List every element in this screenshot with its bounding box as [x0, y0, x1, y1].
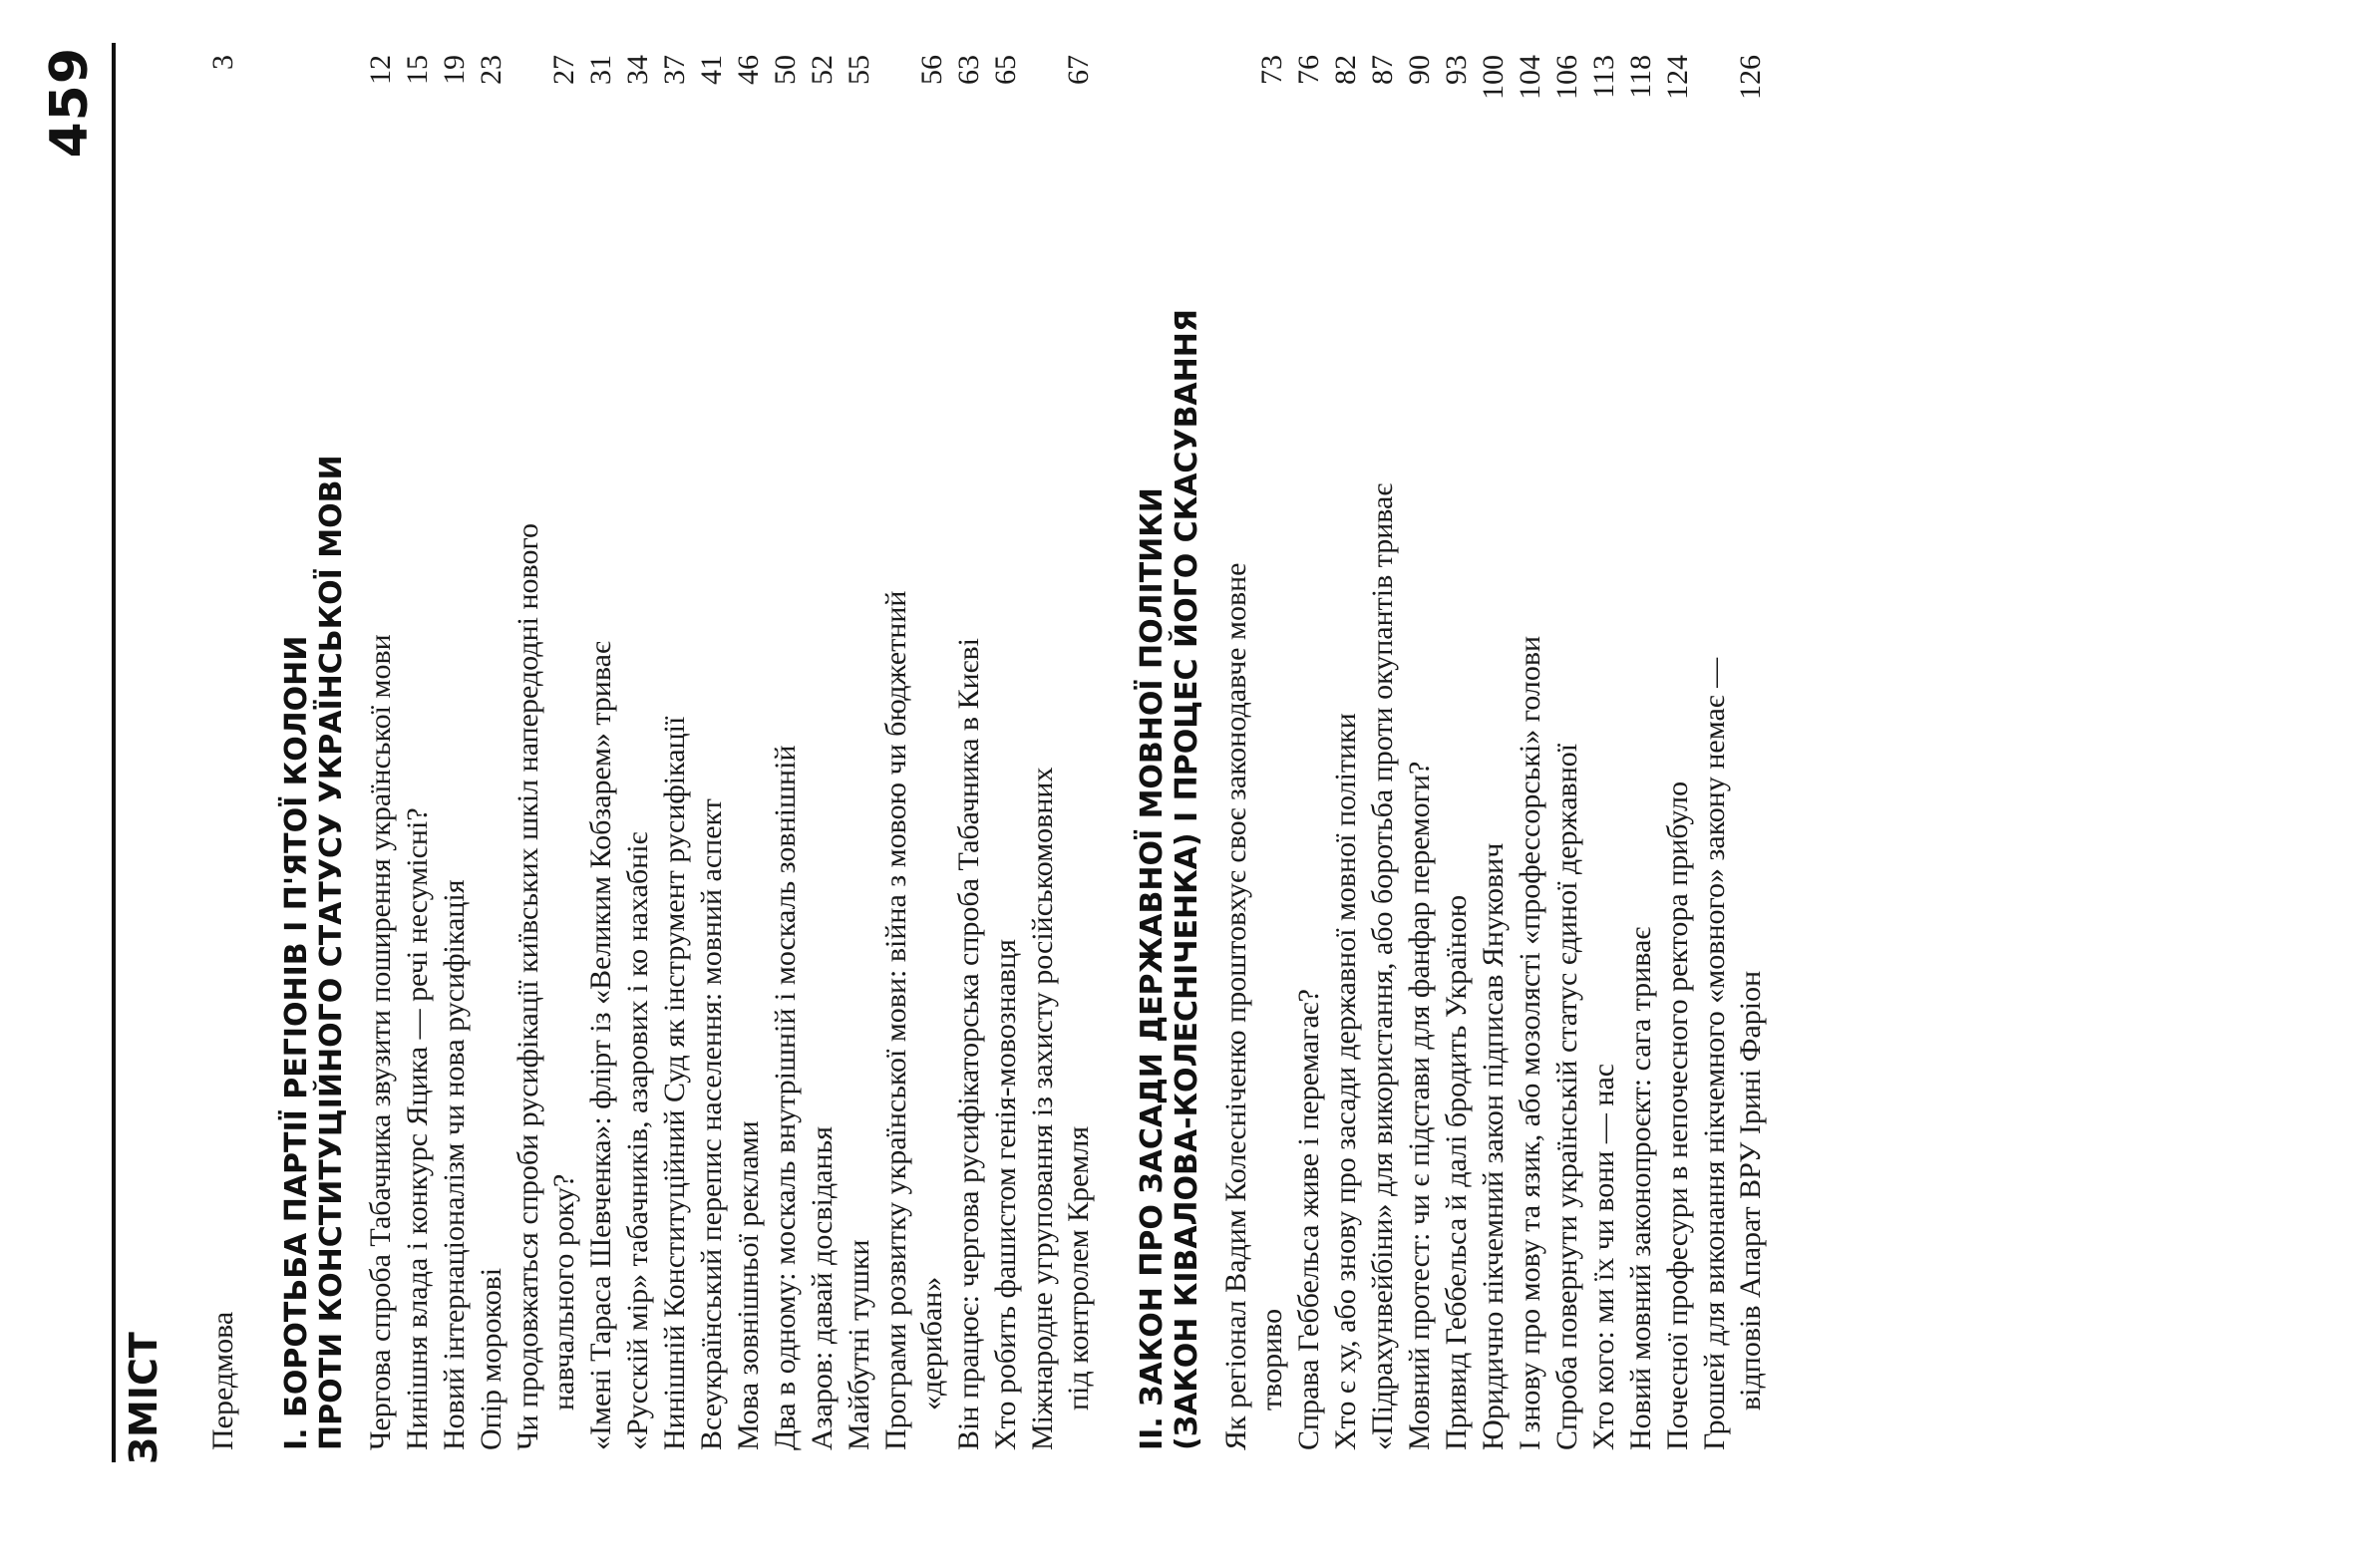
- toc-entry-title-line1: «Підрахунвейбіни» для використання, або боротьба проти окупантів триває: [1366, 482, 1399, 1450]
- header-rule: [112, 43, 116, 1462]
- section-1-heading-line2: ПРОТИ КОНСТИТУЦІЙНОГО СТАТУСУ УКРАЇНСЬКОЇ МОВИ: [314, 455, 349, 1450]
- toc-entry: [1660, 55, 1696, 1450]
- toc-entry-title-line1: Хто робить фашистом генія-мовознавця: [989, 939, 1022, 1450]
- toc-entry-title: [1697, 334, 1769, 1450]
- toc-entry-page: 46: [732, 55, 765, 85]
- toc-entry-page: 19: [438, 55, 471, 85]
- toc-entry-page: 27: [547, 55, 580, 85]
- toc-entry: [1586, 55, 1622, 1450]
- toc-entry-title: [1291, 334, 1327, 1450]
- toc-entry: [1025, 55, 1097, 1450]
- section-1-heading-line1: I. БОРОТЬБА ПАРТІЇ РЕГІОНІВ І П'ЯТОЇ КОЛОНИ: [279, 635, 314, 1450]
- toc-entry-title-line1: Мова зовнішньої реклами: [732, 1120, 765, 1450]
- toc-entry-title: [474, 334, 509, 1450]
- toc-entry-title: [1660, 334, 1696, 1450]
- section-1-heading: [279, 55, 349, 1450]
- toc-entry-page: 37: [658, 55, 691, 85]
- toc-entry-title-line2: «дерибан»: [915, 1276, 948, 1411]
- toc-entry-title-line1: Всеукраїнський перепис населення: мовний аспект: [695, 798, 728, 1450]
- toc-entry: [1549, 55, 1585, 1450]
- toc-entry-title: [694, 334, 730, 1450]
- toc-entry-title: [400, 334, 436, 1450]
- toc-entry-title: [510, 334, 582, 1450]
- toc-entry: [878, 55, 950, 1450]
- toc-entry-title: [363, 334, 399, 1450]
- toc-entry-title-line2: навчального року?: [547, 1173, 580, 1411]
- toc-entry-title-line1: «Русскій мір» табачників, азарових і ко нахабніє: [621, 831, 654, 1450]
- toc-entry-page: 55: [843, 55, 875, 85]
- toc-entry-page: 15: [401, 55, 434, 85]
- toc-entry: [1513, 55, 1548, 1450]
- toc-entry-page: 63: [952, 55, 985, 85]
- toc-entry-title: [1218, 334, 1290, 1450]
- toc-entry-page: 67: [1062, 55, 1095, 85]
- toc-entry-title: [1439, 334, 1475, 1450]
- toc-entry: [1439, 55, 1475, 1450]
- toc-entry: [1328, 55, 1364, 1450]
- toc-entry-title-line2: твориво: [1255, 1308, 1288, 1411]
- toc-entry: [768, 55, 804, 1450]
- toc-entry-title: [731, 334, 767, 1450]
- toc-entry-title-line1: Чи продовжаться спроби русифікації київських шкіл напередодні нового: [511, 522, 544, 1450]
- toc-entry-title: [657, 334, 693, 1450]
- toc-entry-title: [583, 334, 619, 1450]
- toc-entry-title-line1: «Імені Тараса Шевченка»: флірт із «Великим Кобзарем» триває: [584, 641, 617, 1450]
- toc-entry-title: [1402, 334, 1438, 1450]
- toc-entry-title-line1: Новий мовний законопроєкт: сага триває: [1624, 926, 1657, 1450]
- toc-entry-page: 31: [584, 55, 617, 85]
- toc-entry-title-line1: Нинішня влада і конкурс Яцика — речі несумісні?: [401, 807, 434, 1450]
- toc-entry-preface: [205, 55, 241, 1450]
- toc-entry-title-line1: Хто кого: ми їх чи вони — нас: [1587, 1063, 1620, 1450]
- toc-entry-title-line1: Юридично нікчемний закон підписав Янукович: [1477, 842, 1510, 1450]
- toc-entry-title: [1586, 334, 1622, 1450]
- toc-entry-title: [620, 334, 656, 1450]
- toc-entry-page: 3: [206, 55, 239, 70]
- toc-entry: [437, 55, 473, 1450]
- toc-entry: [1291, 55, 1327, 1450]
- toc-entry-title: [437, 334, 473, 1450]
- toc-entry-page: 12: [364, 55, 397, 85]
- toc-entry: [400, 55, 436, 1450]
- toc-entry: [510, 55, 582, 1450]
- toc-entry-page: 56: [915, 55, 948, 85]
- table-of-contents: [205, 55, 1770, 1450]
- toc-entry-page: 118: [1624, 55, 1657, 99]
- toc-entry: [1402, 55, 1438, 1450]
- toc-entry-page: 82: [1329, 55, 1362, 85]
- toc-entry: [1697, 55, 1769, 1450]
- page-title: ЗМІСТ: [122, 1332, 166, 1464]
- toc-entry-title: [1513, 334, 1548, 1450]
- toc-entry-page: 52: [806, 55, 839, 85]
- toc-entry-title-line1: Азаров: давай досвіданья: [806, 1126, 839, 1450]
- toc-entry-title-line1: Міжнародне угруповання із захисту російськомовних: [1026, 767, 1059, 1450]
- section-2-heading-line1: II. ЗАКОН ПРО ЗАСАДИ ДЕРЖАВНОЇ МОВНОЇ ПОЛІТИКИ: [1135, 487, 1170, 1450]
- toc-entry: [1218, 55, 1290, 1450]
- toc-entry-title-line1: Опір морокові: [475, 1267, 508, 1450]
- toc-entry: [951, 55, 987, 1450]
- toc-entry-title: [1365, 334, 1401, 1450]
- toc-entry-title-line1: Хто є ху, або знову про засади державної мовної політики: [1329, 713, 1362, 1450]
- toc-entry-title: Передмова: [206, 1311, 239, 1450]
- toc-entry-title-line1: Нинішній Конституційний Суд як інструмент русифікації: [658, 716, 691, 1450]
- toc-entry: [805, 55, 841, 1450]
- toc-entry-page: 50: [769, 55, 802, 85]
- toc-entry-title: [988, 334, 1024, 1450]
- toc-entry-title-line1: Грошей для виконання нікчемного «мовного» закону немає —: [1698, 657, 1731, 1450]
- toc-entry-page: 104: [1514, 55, 1546, 100]
- section-2-entries: [1218, 55, 1769, 1450]
- toc-entry: [1623, 55, 1659, 1450]
- toc-entry-title-line2: відповів Апарат ВРУ Ірині Фаріон: [1734, 970, 1767, 1411]
- toc-entry-title-line1: Майбутні тушки: [843, 1239, 875, 1450]
- toc-entry-page: 76: [1292, 55, 1325, 85]
- toc-entry: [363, 55, 399, 1450]
- toc-entry-title: [1025, 334, 1097, 1450]
- toc-entry: [988, 55, 1024, 1450]
- toc-entry-title: [768, 334, 804, 1450]
- toc-entry-page: 23: [475, 55, 508, 85]
- toc-entry: [620, 55, 656, 1450]
- toc-entry-title: [951, 334, 987, 1450]
- toc-entry-page: 41: [695, 55, 728, 85]
- toc-entry: [842, 55, 877, 1450]
- toc-entry-title-line2: під контролем Кремля: [1062, 1125, 1095, 1411]
- toc-entry-page: 100: [1477, 55, 1510, 100]
- page-number: 459: [40, 47, 100, 158]
- toc-entry-page: 34: [621, 55, 654, 85]
- toc-entry-page: 87: [1366, 55, 1399, 85]
- toc-entry-title-line1: Програми розвитку української мови: війна з мовою чи бюджетний: [879, 590, 912, 1450]
- toc-entry-page: 113: [1587, 55, 1620, 99]
- toc-entry-title: [878, 334, 950, 1450]
- toc-entry-title-line1: Чергова спроба Табачника звузити поширення української мови: [364, 634, 397, 1450]
- toc-entry-page: 73: [1255, 55, 1288, 85]
- toc-entry-title-line1: Мовний протест: чи є підстави для фанфар перемоги?: [1403, 761, 1436, 1450]
- toc-entry-title-line1: Два в одному: москаль внутрішній і москаль зовнішній: [769, 745, 802, 1450]
- toc-entry-page: 65: [989, 55, 1022, 85]
- toc-entry-title-line1: Справа Геббельса живе і перемагає?: [1292, 989, 1325, 1450]
- toc-entry-title-line1: Новий інтернаціоналізм чи нова русифікація: [438, 879, 471, 1450]
- toc-entry-title: [1623, 334, 1659, 1450]
- toc-entry-page: 126: [1734, 55, 1767, 100]
- section-2-heading: [1135, 55, 1204, 1450]
- toc-entry-title: [1549, 334, 1585, 1450]
- toc-entry-title-line1: Почесної професури в непочесного ректора прибуло: [1661, 781, 1694, 1450]
- toc-entry: [694, 55, 730, 1450]
- toc-entry: [583, 55, 619, 1450]
- toc-entry: [474, 55, 509, 1450]
- toc-entry: [1365, 55, 1401, 1450]
- toc-entry-title: [805, 334, 841, 1450]
- toc-entry: [657, 55, 693, 1450]
- toc-entry-title: [842, 334, 877, 1450]
- toc-entry-title-line1: І знову про мову та язик, або мозолясті «профессорські» голови: [1514, 635, 1546, 1450]
- section-2-heading-line2: (ЗАКОН КІВАЛОВА-КОЛЕСНІЧЕНКА) І ПРОЦЕС ЙОГО СКАСУВАННЯ: [1170, 309, 1204, 1450]
- toc-entry-page: 90: [1403, 55, 1436, 85]
- toc-entry: [1476, 55, 1512, 1450]
- toc-entry-title-line1: Спроба повернути українській статус єдиної державної: [1550, 743, 1583, 1450]
- toc-entry-title: [1328, 334, 1364, 1450]
- section-1-entries: [363, 55, 1097, 1450]
- toc-entry: [731, 55, 767, 1450]
- toc-entry-page: 93: [1440, 55, 1473, 85]
- toc-entry-page: 106: [1550, 55, 1583, 100]
- toc-entry-title: [1476, 334, 1512, 1450]
- toc-entry-title-line1: Він працює: чергова русифікаторська спроба Табачника в Києві: [952, 637, 985, 1450]
- toc-entry-title-line1: Як регіонал Вадим Колесніченко проштовхує своє законодавче мовне: [1219, 562, 1252, 1450]
- toc-entry-page: 124: [1661, 55, 1694, 100]
- toc-entry-title-line1: Привид Геббельса й далі бродить Україною: [1440, 894, 1473, 1450]
